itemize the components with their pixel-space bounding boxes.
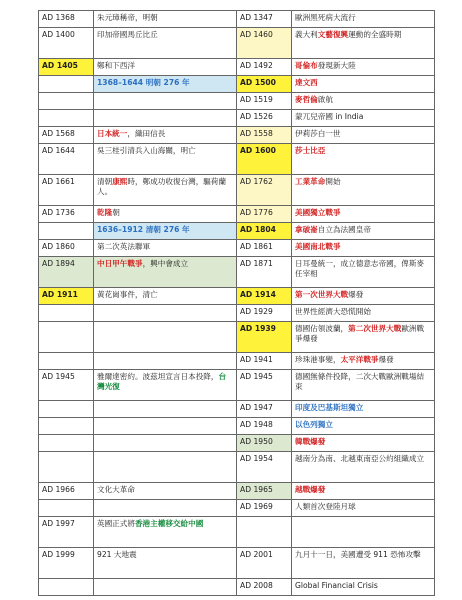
timeline-row — [39, 353, 435, 370]
left-year-cell — [39, 322, 94, 353]
right-event-cell — [292, 370, 435, 401]
timeline-row — [39, 483, 435, 500]
highlighted-text: 達文西 — [295, 78, 318, 87]
right-year-cell: AD 1950 — [237, 435, 292, 452]
event-text: 第二次英法聯軍 — [97, 242, 151, 251]
right-year-cell: AD 1460 — [237, 28, 292, 59]
right-year-cell: AD 1558 — [237, 127, 292, 144]
event-text: 黃花崗事件，清亡 — [97, 290, 158, 299]
left-event-cell — [94, 59, 237, 76]
left-year-cell: AD 1736 — [39, 206, 94, 223]
left-event-cell — [94, 206, 237, 223]
event-text: 九月十一日，美國遭受 911 恐怖攻擊 — [295, 550, 421, 559]
highlighted-text: 第一次世界大戰 — [295, 290, 349, 299]
highlighted-text: 文藝復興 — [317, 30, 349, 39]
timeline-row — [39, 517, 435, 548]
event-text: 朝 — [112, 208, 120, 217]
left-event-cell — [94, 144, 237, 175]
event-text: 蒙兀兒帝國 in India — [295, 112, 364, 121]
timeline-row — [39, 28, 435, 59]
timeline-row — [39, 257, 435, 288]
event-text: ，織田信長 — [127, 129, 166, 138]
left-event-cell — [94, 548, 237, 579]
left-year-cell: AD 1661 — [39, 175, 94, 206]
right-year-cell: AD 1954 — [237, 452, 292, 483]
timeline-row — [39, 435, 435, 452]
event-text: 歐洲黑死病大流行 — [295, 13, 356, 22]
highlighted-text: 以色列獨立 — [295, 420, 333, 429]
left-event-cell — [94, 370, 237, 401]
left-year-cell — [39, 401, 94, 418]
event-text: 德國無條件投降，二次大戰歐洲戰場結束 — [295, 372, 425, 391]
left-year-cell: AD 1911 — [39, 288, 94, 305]
right-event-cell — [292, 322, 435, 353]
highlighted-text: 台灣光復 — [97, 372, 227, 391]
right-event-cell — [292, 579, 435, 596]
timeline-row — [39, 223, 435, 240]
right-year-cell — [237, 517, 292, 548]
timeline-row — [39, 322, 435, 353]
timeline-row — [39, 240, 435, 257]
right-event-cell — [292, 353, 435, 370]
left-event-cell — [94, 76, 237, 93]
event-text: 鄭和下西洋 — [97, 61, 135, 70]
timeline-row — [39, 579, 435, 596]
right-year-cell: AD 1914 — [237, 288, 292, 305]
right-event-cell — [292, 144, 435, 175]
right-event-cell — [292, 127, 435, 144]
timeline-row — [39, 418, 435, 435]
left-year-cell — [39, 353, 94, 370]
right-event-cell — [292, 500, 435, 517]
event-text: 爆發 — [348, 290, 364, 299]
event-text: 文化大革命 — [97, 485, 135, 494]
right-event-cell — [292, 206, 435, 223]
left-year-cell — [39, 579, 94, 596]
right-event-cell — [292, 76, 435, 93]
highlighted-text: 美國獨立戰爭 — [295, 208, 341, 217]
left-year-cell: AD 1999 — [39, 548, 94, 579]
left-event-cell — [94, 305, 237, 322]
left-event-cell — [94, 517, 237, 548]
left-event-cell — [94, 500, 237, 517]
event-text: 運動的全盛時期 — [348, 30, 402, 39]
highlighted-text: 美國南北戰爭 — [295, 242, 341, 251]
left-event-cell — [94, 240, 237, 257]
left-year-cell: AD 1945 — [39, 370, 94, 401]
left-event-cell — [94, 127, 237, 144]
left-event-cell — [94, 418, 237, 435]
right-event-cell — [292, 548, 435, 579]
highlighted-text: 越戰爆發 — [295, 485, 326, 494]
highlighted-text: 哥倫布 — [295, 61, 318, 70]
timeline-row — [39, 500, 435, 517]
event-text: 時，鄭成功收復台灣，驅荷蘭人。 — [97, 177, 227, 196]
right-event-cell — [292, 517, 435, 548]
highlighted-text: 麥哲倫 — [295, 95, 318, 104]
right-event-cell — [292, 28, 435, 59]
right-year-cell: AD 1492 — [237, 59, 292, 76]
event-text: 開始 — [325, 177, 341, 186]
timeline-body — [39, 11, 435, 596]
highlighted-text: 康熙 — [112, 177, 128, 186]
event-text: 啟航 — [317, 95, 333, 104]
event-text: Global Financial Crisis — [295, 581, 378, 590]
left-year-cell — [39, 110, 94, 127]
right-year-cell: AD 2001 — [237, 548, 292, 579]
left-year-cell: AD 1405 — [39, 59, 94, 76]
right-year-cell: AD 1500 — [237, 76, 292, 93]
right-event-cell — [292, 175, 435, 206]
left-event-cell — [94, 483, 237, 500]
left-event-cell — [94, 579, 237, 596]
timeline-row — [39, 370, 435, 401]
left-event-cell — [94, 11, 237, 28]
timeline-row — [39, 76, 435, 93]
highlighted-text: 印度及巴基斯坦獨立 — [295, 403, 364, 412]
timeline-row — [39, 93, 435, 110]
right-year-cell: AD 2008 — [237, 579, 292, 596]
left-year-cell: AD 1997 — [39, 517, 94, 548]
timeline-row — [39, 110, 435, 127]
timeline-row — [39, 452, 435, 483]
right-event-cell — [292, 305, 435, 322]
event-text: 雅爾達密約。波茲坦宣言日本投降， — [97, 372, 219, 381]
history-timeline-table — [38, 10, 435, 596]
left-event-cell — [94, 435, 237, 452]
left-year-cell — [39, 500, 94, 517]
timeline-row — [39, 11, 435, 28]
highlighted-text: 第二次世界大戰 — [348, 324, 402, 333]
left-year-cell: AD 1644 — [39, 144, 94, 175]
left-event-cell — [94, 110, 237, 127]
right-event-cell — [292, 59, 435, 76]
right-year-cell: AD 1939 — [237, 322, 292, 353]
event-text: 人類首次登陸月球 — [295, 502, 356, 511]
event-text: 清朝 — [97, 177, 113, 186]
right-year-cell: AD 1965 — [237, 483, 292, 500]
right-event-cell — [292, 110, 435, 127]
timeline-row — [39, 305, 435, 322]
right-event-cell — [292, 223, 435, 240]
event-text: 日耳曼統一，成立德意志帝國，俾斯麥任宰相 — [295, 259, 425, 278]
left-year-cell — [39, 93, 94, 110]
right-event-cell — [292, 93, 435, 110]
timeline-row — [39, 175, 435, 206]
highlighted-text: 莎士比亞 — [295, 146, 326, 155]
right-event-cell — [292, 483, 435, 500]
timeline-row — [39, 144, 435, 175]
left-event-cell — [94, 288, 237, 305]
timeline-row — [39, 548, 435, 579]
left-event-cell — [94, 322, 237, 353]
highlighted-text: 1636–1912 清朝 276 年 — [97, 225, 190, 234]
left-event-cell — [94, 452, 237, 483]
right-year-cell: AD 1804 — [237, 223, 292, 240]
right-year-cell: AD 1948 — [237, 418, 292, 435]
event-text: 世界性經濟大恐慌開始 — [295, 307, 371, 316]
right-year-cell: AD 1945 — [237, 370, 292, 401]
right-year-cell: AD 1762 — [237, 175, 292, 206]
right-event-cell — [292, 240, 435, 257]
right-year-cell: AD 1941 — [237, 353, 292, 370]
event-text: 珍珠港事變， — [295, 355, 341, 364]
right-year-cell: AD 1871 — [237, 257, 292, 288]
left-year-cell — [39, 305, 94, 322]
highlighted-text: 工業革命 — [295, 177, 326, 186]
left-year-cell: AD 1568 — [39, 127, 94, 144]
event-text: 發現新大陸 — [317, 61, 356, 70]
left-year-cell — [39, 418, 94, 435]
highlighted-text: 拿破崙 — [295, 225, 318, 234]
left-year-cell: AD 1966 — [39, 483, 94, 500]
right-year-cell: AD 1347 — [237, 11, 292, 28]
event-text: 歐洲戰爭爆發 — [295, 324, 425, 343]
left-year-cell: AD 1860 — [39, 240, 94, 257]
right-event-cell — [292, 401, 435, 418]
event-text: 越南分為南、北越東南亞公約組織成立 — [295, 454, 425, 463]
left-year-cell: AD 1894 — [39, 257, 94, 288]
event-text: 印加帝國馬丘比丘 — [97, 30, 158, 39]
event-text: ，興中會成立 — [142, 259, 189, 268]
right-year-cell: AD 1861 — [237, 240, 292, 257]
highlighted-text: 韓戰爆發 — [295, 437, 326, 446]
right-event-cell — [292, 288, 435, 305]
event-text: 義大利 — [295, 30, 318, 39]
timeline-row — [39, 127, 435, 144]
right-year-cell: AD 1929 — [237, 305, 292, 322]
highlighted-text: 乾隆 — [97, 208, 113, 217]
left-year-cell — [39, 452, 94, 483]
left-event-cell — [94, 223, 237, 240]
left-event-cell — [94, 175, 237, 206]
highlighted-text: 香港主權移交給中國 — [134, 519, 204, 528]
event-text: 921 大地震 — [97, 550, 137, 559]
event-text: 朱元璋稱帝，明朝 — [97, 13, 158, 22]
highlighted-text: 日本統一 — [97, 129, 128, 138]
left-year-cell — [39, 76, 94, 93]
left-event-cell — [94, 28, 237, 59]
highlighted-text: 1368–1644 明朝 276 年 — [97, 78, 190, 87]
timeline-row — [39, 59, 435, 76]
right-event-cell — [292, 11, 435, 28]
left-year-cell — [39, 223, 94, 240]
right-year-cell: AD 1776 — [237, 206, 292, 223]
timeline-row — [39, 206, 435, 223]
right-event-cell — [292, 418, 435, 435]
event-text: 吳三桂引清兵入山海關，明亡 — [97, 146, 196, 155]
event-text: 德國佔領波蘭， — [295, 324, 349, 333]
timeline-row — [39, 401, 435, 418]
left-event-cell — [94, 93, 237, 110]
left-event-cell — [94, 353, 237, 370]
event-text: 爆發 — [378, 355, 394, 364]
right-event-cell — [292, 452, 435, 483]
right-year-cell: AD 1600 — [237, 144, 292, 175]
left-year-cell: AD 1368 — [39, 11, 94, 28]
left-year-cell — [39, 435, 94, 452]
left-year-cell: AD 1400 — [39, 28, 94, 59]
right-year-cell: AD 1969 — [237, 500, 292, 517]
event-text: 自立為法國皇帝 — [317, 225, 371, 234]
highlighted-text: 太平洋戰爭 — [340, 355, 379, 364]
left-event-cell — [94, 257, 237, 288]
event-text: 伊莉莎白一世 — [295, 129, 341, 138]
left-event-cell — [94, 401, 237, 418]
highlighted-text: 中日甲午戰爭 — [97, 259, 143, 268]
right-event-cell — [292, 435, 435, 452]
event-text: 英國正式將 — [97, 519, 135, 528]
right-event-cell — [292, 257, 435, 288]
right-year-cell: AD 1526 — [237, 110, 292, 127]
timeline-row — [39, 288, 435, 305]
right-year-cell: AD 1519 — [237, 93, 292, 110]
right-year-cell: AD 1947 — [237, 401, 292, 418]
